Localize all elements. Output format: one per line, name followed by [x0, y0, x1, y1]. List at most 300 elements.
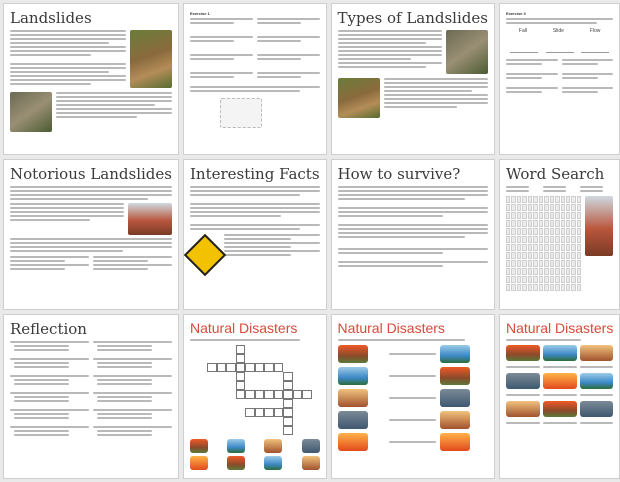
word-search-cell [528, 284, 532, 291]
word-search-cell [544, 204, 548, 211]
word-search-cell [561, 276, 565, 283]
word-search-cell [511, 220, 515, 227]
crossword-cell [283, 345, 292, 352]
crossword-cell [283, 381, 292, 390]
word-search-cell [571, 212, 575, 219]
crossword-cell [283, 417, 292, 426]
sheet-reflection [3, 314, 179, 479]
word-search-cell [571, 276, 575, 283]
crossword-cell [293, 399, 302, 406]
word-search-cell [511, 212, 515, 219]
crossword-cell [293, 390, 302, 399]
word-search-cell [517, 196, 521, 203]
word-search-cell [506, 220, 510, 227]
word-search-cell [528, 228, 532, 235]
word-search-cell [550, 204, 554, 211]
word-search-cell [511, 252, 515, 259]
sheet-title: How to survive? [337, 164, 461, 183]
word-search-cell [522, 276, 526, 283]
word-search-cell [522, 220, 526, 227]
word-search-cell [528, 220, 532, 227]
crossword-cell [217, 363, 226, 372]
word-search-cell [566, 260, 570, 267]
crossword-cell [255, 408, 264, 417]
word-search-cell [577, 260, 581, 267]
crossword-cell [302, 390, 311, 399]
crossword-cell [245, 390, 254, 399]
crossword-cell [264, 399, 273, 406]
sheet-how-to-survive [331, 159, 495, 311]
volcano-icon [506, 345, 540, 361]
word-search-cell [544, 268, 548, 275]
word-search-cell [550, 236, 554, 243]
crossword-cell [207, 372, 216, 379]
sheet-exercise-3 [499, 3, 620, 155]
sheet-natural-disasters-checklist [499, 314, 620, 479]
crossword-cell [274, 372, 283, 379]
crossword-cell [236, 354, 245, 363]
word-search-cell [544, 236, 548, 243]
crossword-cell [302, 381, 311, 388]
sheet-title: Natural Disasters [505, 320, 614, 336]
crossword-cell [245, 417, 254, 424]
crossword-cell [226, 390, 235, 397]
word-search-cell [550, 276, 554, 283]
column-slide: Slide [552, 28, 564, 34]
word-search-cell [550, 284, 554, 291]
crossword-cell [236, 363, 245, 372]
word-search-cell [544, 196, 548, 203]
crossword-cell [226, 372, 235, 379]
fire-icon [190, 456, 208, 470]
crossword-cell [207, 363, 216, 372]
word-search-cell [544, 244, 548, 251]
sheet-title: Reflection [10, 320, 87, 338]
word-search-cell [539, 268, 543, 275]
crossword-cell [245, 426, 254, 433]
crossword-cell [274, 417, 283, 424]
crossword-cell [264, 426, 273, 433]
crossword-cell [236, 399, 245, 406]
word-search-cell [566, 204, 570, 211]
word-search-cell [517, 204, 521, 211]
word-search-cell [555, 284, 559, 291]
word-search-cell [506, 276, 510, 283]
sheet-title: Natural Disasters [337, 320, 445, 336]
crossword-cell [255, 354, 264, 361]
word-search-cell [528, 204, 532, 211]
word-search-cell [577, 252, 581, 259]
crossword-cell [264, 363, 273, 372]
word-search-cell [555, 228, 559, 235]
crossword-cell [255, 390, 264, 399]
crossword-cell [274, 390, 283, 399]
word-search-cell [571, 220, 575, 227]
text-and-photo [10, 30, 172, 88]
earthquake-icon [580, 345, 614, 361]
word-search-cell [555, 252, 559, 259]
word-search-cell [528, 244, 532, 251]
word-search-cell [550, 268, 554, 275]
word-search-cell [544, 228, 548, 235]
word-search-cell [577, 236, 581, 243]
word-search-cell [533, 284, 537, 291]
crossword-cell [198, 363, 207, 370]
flood-icon [338, 367, 368, 385]
word-search-cell [528, 196, 532, 203]
crossword-cell [293, 426, 302, 433]
word-search-cell [517, 220, 521, 227]
word-search-cell [533, 236, 537, 243]
word-search-cell [566, 268, 570, 275]
word-search-cell [544, 276, 548, 283]
crossword-cell [264, 345, 273, 352]
crossword-cell [293, 372, 302, 379]
word-search-cell [506, 252, 510, 259]
rockfall-photo [10, 92, 52, 132]
word-search-cell [533, 244, 537, 251]
earthquake-icon [338, 389, 368, 407]
word-search-cell [528, 268, 532, 275]
word-search-cell [517, 284, 521, 291]
sheet-title: Types of Landslides [337, 9, 488, 27]
word-search-cell [522, 284, 526, 291]
word-search-cell [544, 284, 548, 291]
sheet-notorious-landslides [3, 159, 179, 311]
word-search-cell [522, 196, 526, 203]
word-search-cell [539, 236, 543, 243]
crossword-cell [255, 399, 264, 406]
word-search-cell [566, 252, 570, 259]
crossword-grid [198, 345, 312, 435]
sheet-natural-disasters-crossword [183, 314, 327, 479]
crossword-cell [283, 399, 292, 408]
word-search-cell [522, 244, 526, 251]
sheet-title: Word Search [505, 164, 605, 183]
tornado-icon [440, 389, 470, 407]
word-search-cell [561, 228, 565, 235]
drought-icon [302, 456, 320, 470]
word-search-cell [555, 276, 559, 283]
landslide-icon [440, 411, 470, 429]
word-search-cell [539, 204, 543, 211]
word-search-cell [555, 204, 559, 211]
word-search-cell [533, 276, 537, 283]
word-search-cell [511, 260, 515, 267]
word-search-cell [539, 220, 543, 227]
word-search-cell [566, 228, 570, 235]
tsunami-icon [264, 456, 282, 470]
word-search-cell [511, 276, 515, 283]
word-search-cell [544, 260, 548, 267]
volcano-icon [227, 456, 245, 470]
word-search-cell [577, 212, 581, 219]
word-search-cell [539, 228, 543, 235]
word-search-cell [533, 252, 537, 259]
slide-photo [338, 78, 380, 118]
word-search-cell [571, 204, 575, 211]
sheet-exercise-1 [183, 3, 327, 155]
word-search-cell [539, 244, 543, 251]
landslide-photo [585, 196, 613, 256]
word-search-cell [555, 236, 559, 243]
crossword-cell [198, 345, 207, 352]
landslide-site-photo [128, 203, 172, 235]
exercise-heading: Exercise 3 [505, 11, 526, 16]
word-search-cell [566, 212, 570, 219]
word-search-cell [544, 212, 548, 219]
word-search-cell [511, 228, 515, 235]
warning-sign-icon [184, 233, 226, 275]
storm-icon [506, 373, 540, 389]
crossword-cell [236, 345, 245, 354]
crossword-cell [226, 399, 235, 406]
word-search-cell [561, 284, 565, 291]
crossword-cell [302, 408, 311, 415]
word-search-cell [528, 252, 532, 259]
word-search-cell [506, 284, 510, 291]
crossword-cell [198, 408, 207, 415]
word-search-cell [550, 220, 554, 227]
word-search-cell [528, 276, 532, 283]
word-search-cell [550, 228, 554, 235]
word-search-cell [511, 268, 515, 275]
crossword-cell [302, 417, 311, 424]
word-search-cell [555, 244, 559, 251]
crossword-cell [245, 354, 254, 361]
word-search-cell [511, 244, 515, 251]
crossword-cell [245, 345, 254, 352]
word-search-cell [522, 252, 526, 259]
word-search-cell [555, 196, 559, 203]
word-search-cell [506, 204, 510, 211]
word-search-cell [517, 268, 521, 275]
column-headers [506, 28, 613, 34]
word-search-cell [544, 252, 548, 259]
crossword-cell [302, 399, 311, 406]
crossword-cell [283, 426, 292, 435]
crossword-cell [226, 354, 235, 361]
word-search-cell [522, 228, 526, 235]
crossword-cell [236, 408, 245, 415]
word-search-cell [506, 212, 510, 219]
crossword-cell [207, 399, 216, 406]
crossword-cell [293, 363, 302, 370]
rock-fall-photo [446, 30, 488, 74]
word-search-cell [561, 268, 565, 275]
word-search-cell [539, 212, 543, 219]
word-search-cell [544, 220, 548, 227]
crossword-cell [226, 363, 235, 372]
exercise-heading: Exercise 1 [189, 11, 210, 16]
column-flow: Flow [589, 28, 601, 34]
word-search-cell [506, 196, 510, 203]
crossword-cell [264, 354, 273, 361]
word-search-cell [555, 268, 559, 275]
volcano-icon [338, 345, 368, 363]
crossword-cell [207, 390, 216, 397]
crossword-cell [255, 345, 264, 352]
sheet-title: Interesting Facts [189, 164, 320, 183]
column-fall: Fall [518, 28, 527, 34]
word-search-cell [517, 236, 521, 243]
tsunami-icon [580, 373, 614, 389]
crossword-cell [207, 354, 216, 361]
storm-icon [338, 411, 368, 429]
crossword-cell [217, 390, 226, 397]
word-search-cell [577, 204, 581, 211]
word-search-cell [561, 252, 565, 259]
word-search-grid [506, 196, 581, 291]
word-search-cell [517, 260, 521, 267]
sheet-landslides [3, 3, 179, 155]
crossword-cell [226, 426, 235, 433]
word-search-cell [533, 196, 537, 203]
crossword-cell [293, 408, 302, 415]
word-search-cell [517, 212, 521, 219]
crossword-cell [217, 399, 226, 406]
tornado-icon [580, 401, 614, 417]
word-search-cell [511, 236, 515, 243]
crossword-cell [255, 381, 264, 388]
word-search-cell [506, 228, 510, 235]
word-search-cell [539, 276, 543, 283]
crossword-cell [198, 381, 207, 388]
crossword-cell [264, 381, 273, 388]
crossword-cell [283, 372, 292, 381]
crossword-cell [236, 381, 245, 390]
crossword-cell [245, 408, 254, 417]
crossword-cell [255, 417, 264, 424]
crossword-cell [302, 426, 311, 433]
disaster-icons [190, 439, 320, 453]
earthquake-icon [264, 439, 282, 453]
word-search-cell [571, 196, 575, 203]
sheet-title: Landslides [10, 9, 92, 27]
word-search-cell [577, 228, 581, 235]
word-search-cell [561, 236, 565, 243]
word-search-cell [539, 284, 543, 291]
word-search-cell [571, 244, 575, 251]
word-search-cell [555, 260, 559, 267]
crossword-cell [302, 372, 311, 379]
crossword-cell [255, 372, 264, 379]
crossword-cell [207, 417, 216, 424]
crossword-cell [198, 354, 207, 361]
volcano-icon [440, 367, 470, 385]
word-search-cell [566, 236, 570, 243]
word-search-cell [522, 236, 526, 243]
crossword-cell [226, 417, 235, 424]
word-search-cell [533, 268, 537, 275]
word-search-cell [539, 260, 543, 267]
word-search-cell [528, 236, 532, 243]
word-search-cell [533, 212, 537, 219]
word-bank [506, 186, 613, 192]
flood-icon [227, 439, 245, 453]
flood-icon [543, 345, 577, 361]
crossword-cell [274, 345, 283, 352]
word-search-cell [550, 244, 554, 251]
crossword-cell [217, 417, 226, 424]
word-search-cell [528, 212, 532, 219]
fire-icon [338, 433, 368, 451]
crossword-cell [302, 354, 311, 361]
word-search-cell [571, 260, 575, 267]
volcano-icon [543, 401, 577, 417]
word-search-cell [555, 220, 559, 227]
landslide-icon [506, 401, 540, 417]
word-search-cell [522, 268, 526, 275]
word-search-cell [561, 212, 565, 219]
crossword-cell [274, 354, 283, 361]
crossword-cell [293, 354, 302, 361]
crossword-cell [283, 354, 292, 361]
word-search-cell [533, 260, 537, 267]
crossword-cell [264, 372, 273, 379]
word-search-cell [506, 244, 510, 251]
crossword-cell [217, 345, 226, 352]
word-search-cell [566, 284, 570, 291]
crossword-cell [236, 417, 245, 424]
crossword-cell [302, 363, 311, 370]
crossword-cell [236, 426, 245, 433]
crossword-cell [264, 408, 273, 417]
crossword-cell [255, 426, 264, 433]
crossword-cell [217, 372, 226, 379]
crossword-cell [245, 399, 254, 406]
crossword-cell [207, 426, 216, 433]
crossword-cell [236, 390, 245, 399]
word-search-cell [571, 228, 575, 235]
disaster-picture-grid [506, 345, 613, 424]
crossword-cell [198, 372, 207, 379]
word-search-cell [577, 196, 581, 203]
crossword-cell [264, 390, 273, 399]
word-search-cell [577, 220, 581, 227]
word-search-cell [533, 220, 537, 227]
word-search-cell [506, 260, 510, 267]
crossword-cell [245, 372, 254, 379]
crossword-cell [283, 390, 292, 399]
crossword-cell [226, 381, 235, 388]
word-search-cell [561, 196, 565, 203]
crossword-cell [198, 399, 207, 406]
word-search-cell [522, 204, 526, 211]
crossword-cell [264, 417, 273, 424]
word-search-cell [511, 196, 515, 203]
crossword-cell [274, 381, 283, 388]
word-search-cell [561, 220, 565, 227]
word-search-cell [539, 196, 543, 203]
word-search-cell [571, 268, 575, 275]
landslide-photo [130, 30, 172, 88]
crossword-cell [274, 399, 283, 406]
word-search-cell [511, 284, 515, 291]
sheet-natural-disasters-match [331, 314, 495, 479]
word-search-cell [533, 204, 537, 211]
word-search-cell [561, 260, 565, 267]
crossword-cell [293, 381, 302, 388]
word-search-cell [571, 252, 575, 259]
word-search-cell [506, 268, 510, 275]
word-search-cell [577, 276, 581, 283]
volcano-icon [190, 439, 208, 453]
crossword-cell [302, 345, 311, 352]
word-search-cell [561, 204, 565, 211]
fire-icon [543, 373, 577, 389]
word-search-cell [571, 284, 575, 291]
